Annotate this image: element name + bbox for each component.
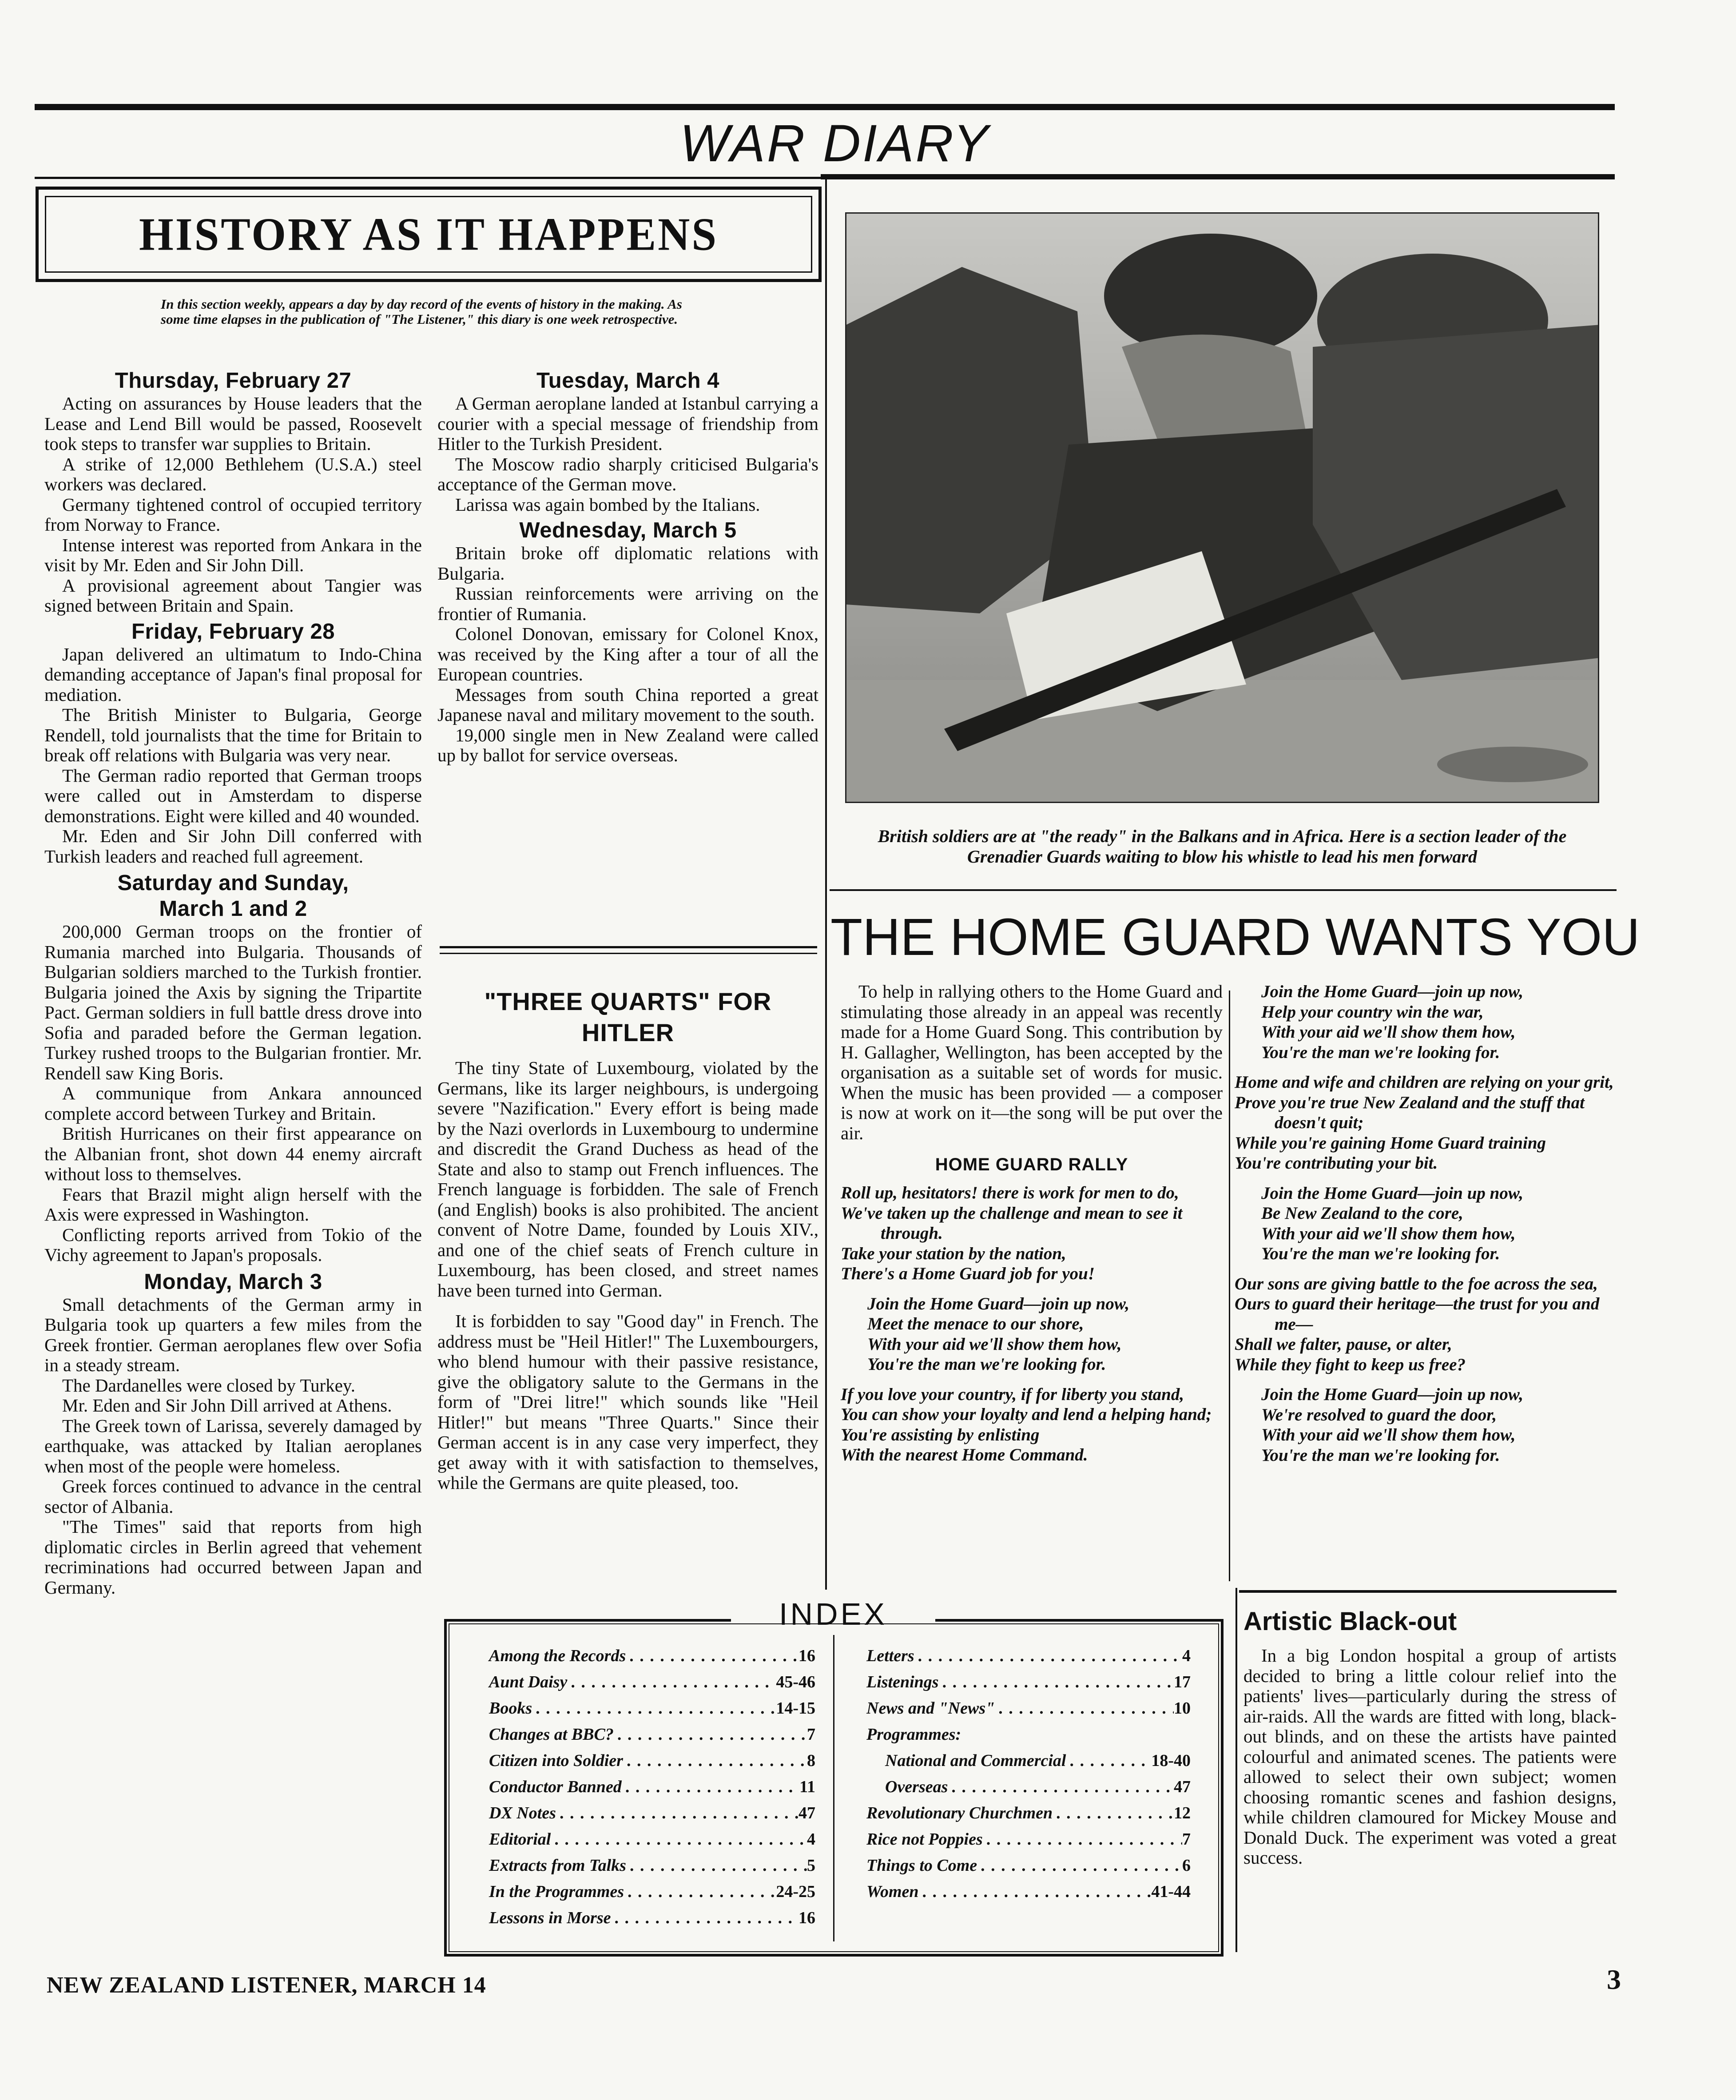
diary-entry: The German radio reported that German troops were called out in Amsterdam to disperse demonstrations. Eight were killed and 40 wounded. (44, 765, 422, 826)
diary-entry: The Greek town of Larissa, severely damaged by earthquake, was attacked by Italian aeroplanes when most of the people were homeless. (44, 1415, 422, 1476)
diary-entry: Small detachments of the German army in Bulgaria took up quarters a few miles from the Greek frontier. German aeroplanes flew over Sofia in a steady stream. (44, 1294, 422, 1375)
index-entry-page: 24-25 (776, 1882, 815, 1901)
index-entry-page: 5 (807, 1856, 815, 1875)
index-entry-label: Listenings (866, 1673, 939, 1691)
homeguard-intro: To help in rallying others to the Home Guard and stimulating those already in an appeal was recently made for a Home Guard Song. This contribution by H. Gallagher, Wellington, has been accepted by the organisation as a suitable set of words for music. When the music has been provided — a composer is now at work on it—the song will be put over the air. (841, 981, 1223, 1143)
index-leader-dots (995, 1695, 1174, 1722)
homeguard-right (1235, 982, 1617, 1465)
index-entry (866, 1826, 1191, 1853)
index-entry-page: 12 (1174, 1804, 1191, 1822)
verse-line: We've taken up the challenge and mean to see it through. (841, 1203, 1183, 1243)
index-box (444, 1597, 1224, 1957)
index-leader-dots (532, 1695, 776, 1722)
index-leader-dots (983, 1826, 1182, 1853)
chorus-line: Help your country win the war, (1261, 1002, 1484, 1022)
blackout-title: Artistic Black-out (1243, 1607, 1457, 1636)
index-leader-dots (551, 1826, 807, 1853)
verse-line: Our sons are giving battle to the foe across the sea, (1235, 1274, 1598, 1293)
index-leader-dots (556, 1800, 798, 1826)
index-entry-page: 47 (798, 1804, 815, 1822)
index-entry-page: 41-44 (1151, 1882, 1191, 1901)
diary-entry: Britain broke off diplomatic relations with Bulgaria. (437, 543, 818, 584)
index-leader-dots (919, 1879, 1152, 1905)
diary-entry: The Dardanelles were closed by Turkey. (62, 1375, 355, 1396)
index-entry (866, 1748, 1191, 1774)
verse-line: With the nearest Home Command. (841, 1445, 1088, 1464)
index-entry-page: 18-40 (1151, 1751, 1191, 1770)
index-entry-page: 4 (1182, 1647, 1191, 1665)
diary-entry: The Moscow radio sharply criticised Bulgaria's acceptance of the German move. (437, 453, 818, 494)
diary-entry: Greek forces continued to advance in the central sector of Albania. (44, 1476, 422, 1517)
diary-entry: A provisional agreement about Tangier was signed between Britain and Spain. (44, 575, 422, 616)
homeguard-title: THE HOME GUARD WANTS YOU (830, 908, 1640, 966)
index-leader-dots (626, 1643, 798, 1669)
index-entry-label: National and Commercial (885, 1751, 1066, 1770)
index-right-column (866, 1643, 1191, 1905)
section-rule (1239, 1590, 1617, 1593)
index-entry (489, 1722, 815, 1748)
index-leader-dots (977, 1853, 1182, 1879)
index-entry-page: 10 (1174, 1699, 1191, 1718)
diary-entry: The British Minister to Bulgaria, George Rendell, told journalists that the time for Britain to break off relations with Bulgaria was very near. (44, 704, 422, 765)
index-entry-label: Conductor Banned (489, 1778, 622, 1796)
quarts-paragraph: The tiny State of Luxembourg, violated by the Germans, like its larger neighbours, is undergoing severe "Nazification." Every effort is being made by the Nazi overlords in Luxembourg to undermine and discredit the Grand Duchess as head of the State and also to stamp out French influences. The French language is forbidden. The sale of French (and English) books is also prohibited. The ancient convent of Notre Dame, founded by Louis XIV., and one of the chief seats of French culture in Luxembourg, has been closed, and street names have been turned into German. (437, 1058, 818, 1301)
verse-line: Ours to guard their heritage—the trust for you and me— (1235, 1294, 1600, 1334)
header-rule-left (35, 177, 821, 179)
index-entry-label: Editorial (489, 1830, 551, 1849)
index-entry (489, 1800, 815, 1826)
index-entry (489, 1879, 815, 1905)
chorus-line: Join the Home Guard—join up now, (1261, 1385, 1524, 1404)
verse-line: While they fight to keep us free? (1235, 1355, 1466, 1374)
index-entry (866, 1643, 1191, 1669)
index-entry-page: 8 (807, 1751, 815, 1770)
blackout-text: In a big London hospital a group of artists decided to bring a little colour relief into the patients' lives—particularly during the stress of air-raids. All the wards are fitted with long, black-out blinds, and on these the artists have painted colourful and animated scenes. The patients were allowed to select their own subject; women choosing romantic scenes and fashion designs, while children clamoured for Mickey Mouse and Donald Duck. The experiment was voted a great success. (1243, 1645, 1617, 1868)
day-heading: Wednesday, March 5 (519, 518, 737, 542)
index-entry-label: Things to Come (866, 1856, 977, 1875)
quarts-paragraph: It is forbidden to say "Good day" in French. The address must be "Heil Hitler!" The Luxembourgers, who blend humour with their passive resistance, give the obligatory salute to the Germans in the form of "Drei litre!" which sounds like "Heil Hitler!" but means "Three Quarts." Since their German accent is in any case very imperfect, they get away with it with satisfaction to themselves, while the Germans are quite pleased, too. (437, 1311, 818, 1493)
verse-line: Prove you're true New Zealand and the stuff that doesn't quit; (1235, 1093, 1585, 1132)
chorus-line: Join the Home Guard—join up now, (867, 1294, 1130, 1313)
index-entry (489, 1774, 815, 1800)
index-entry (489, 1826, 815, 1853)
verse-line: There's a Home Guard job for you! (841, 1264, 1095, 1283)
index-entry-label: Citizen into Soldier (489, 1751, 623, 1770)
song-title: HOME GUARD RALLY (935, 1155, 1128, 1174)
diary-entry: Germany tightened control of occupied territory from Norway to France. (44, 494, 422, 535)
intro-note: In this section weekly, appears a day by day record of the events of history in the making. As some time elapses in the publication of "The Listener," this diary is one week retrospective. (161, 296, 682, 327)
verse-line: Shall we falter, pause, or alter, (1235, 1335, 1452, 1354)
diary-column-2 (437, 368, 818, 766)
homeguard-left (841, 982, 1223, 1465)
index-entry-label: Extracts from Talks (489, 1856, 626, 1875)
chorus-line: With your aid we'll show them how, (1261, 1224, 1516, 1243)
chorus-line: You're the man we're looking for. (1261, 1445, 1500, 1465)
index-leader-dots (611, 1905, 799, 1931)
verse-line: If you love your country, if for liberty you stand, (841, 1384, 1184, 1404)
index-entry (489, 1669, 815, 1695)
index-entry (866, 1774, 1191, 1800)
index-left-column (489, 1643, 815, 1931)
index-entry-label: Letters (866, 1647, 914, 1665)
day-heading: Monday, March 3 (144, 1269, 322, 1294)
diary-entry: Messages from south China reported a great Japanese naval and military movement to the south. (437, 684, 818, 725)
day-heading: Saturday and Sunday, March 1 and 2 (117, 871, 349, 921)
index-entry (866, 1695, 1191, 1722)
day-heading: Thursday, February 27 (115, 369, 352, 393)
chorus-line: Join the Home Guard—join up now, (1261, 982, 1524, 1001)
header-rule-right (821, 174, 1615, 179)
column-divider (1235, 1588, 1237, 1952)
index-entry-page: 45-46 (776, 1673, 815, 1691)
chorus-line: With your aid we'll show them how, (1261, 1022, 1516, 1042)
index-leader-dots (939, 1669, 1174, 1695)
verse-line: Roll up, hesitators! there is work for men to do, (841, 1183, 1179, 1202)
index-entry (489, 1695, 815, 1722)
diary-entry: Mr. Eden and Sir John Dill conferred with Turkish leaders and reached full agreement. (44, 826, 422, 867)
diary-entry: Intense interest was reported from Ankara in the visit by Mr. Eden and Sir John Dill. (44, 534, 422, 575)
index-entry-label: In the Programmes (489, 1882, 624, 1901)
index-leader-dots (626, 1853, 807, 1879)
index-entry-page: 47 (1174, 1778, 1191, 1796)
index-entry (489, 1748, 815, 1774)
verse-line: You can show your loyalty and lend a helping hand; (841, 1405, 1212, 1424)
index-entry-page: 7 (807, 1725, 815, 1744)
chorus-line: Meet the menace to our shore, (867, 1314, 1084, 1333)
index-entry-page: 7 (1182, 1830, 1191, 1849)
top-rule (35, 104, 1615, 110)
soldiers-photo-icon (846, 214, 1599, 803)
index-leader-dots (567, 1669, 776, 1695)
verse-line: Take your station by the nation, (841, 1244, 1066, 1263)
diary-column-1 (44, 368, 422, 1598)
diary-entry: Larissa was again bombed by the Italians. (455, 494, 760, 515)
index-entry-label: Among the Records (489, 1647, 626, 1665)
index-entry (866, 1669, 1191, 1695)
verse-line: While you're gaining Home Guard training (1235, 1133, 1546, 1153)
index-leader-dots (1066, 1748, 1151, 1774)
index-entry-page: 4 (807, 1830, 815, 1849)
blackout-article (1243, 1606, 1617, 1868)
index-title: INDEX (731, 1594, 935, 1634)
section-rule (830, 889, 1617, 891)
chorus-line: With your aid we'll show them how, (1261, 1425, 1516, 1444)
chorus-line: Be New Zealand to the core, (1261, 1204, 1463, 1223)
index-entry-label: Lessons in Morse (489, 1909, 611, 1927)
verse-line: You're contributing your bit. (1235, 1153, 1438, 1173)
quarts-article (437, 986, 818, 1493)
index-entry-page: 17 (1174, 1673, 1191, 1691)
index-entry-label: Overseas (885, 1778, 948, 1796)
verse-line: Home and wife and children are relying on your grit, (1235, 1073, 1614, 1092)
index-entry-label: Women (866, 1882, 919, 1901)
index-entry (866, 1800, 1191, 1826)
index-entry-page: 11 (799, 1778, 815, 1796)
day-heading: Tuesday, March 4 (536, 369, 719, 393)
chorus-line: You're the man we're looking for. (867, 1355, 1106, 1374)
page-number: 3 (1607, 1964, 1621, 1995)
index-entry-label: Changes at BBC? (489, 1725, 614, 1744)
chorus-line: You're the man we're looking for. (1261, 1042, 1500, 1062)
index-entry (866, 1879, 1191, 1905)
diary-entry: A German aeroplane landed at Istanbul carrying a courier with a special message of friendship from Hitler to the Turkish President. (437, 393, 818, 454)
index-leader-dots (1053, 1800, 1174, 1826)
index-entry (866, 1853, 1191, 1879)
index-leader-dots (622, 1774, 799, 1800)
column-divider (825, 179, 827, 1590)
index-entry (489, 1905, 815, 1931)
index-entry-label: DX Notes (489, 1804, 556, 1822)
section-title: WAR DIARY (679, 114, 990, 173)
index-entry-label: Rice not Poppies (866, 1830, 983, 1849)
quarts-title: "THREE QUARTS" FOR HITLER (484, 987, 772, 1046)
chorus-line: We're resolved to guard the door, (1261, 1405, 1497, 1424)
index-leader-dots (914, 1643, 1182, 1669)
diary-entry: Japan delivered an ultimatum to Indo-China demanding acceptance of Japan's final proposal for mediation. (44, 644, 422, 705)
feature-title: HISTORY AS IT HAPPENS (139, 208, 719, 260)
index-entry-page: 14-15 (776, 1699, 815, 1718)
diary-entry: British Hurricanes on their first appearance on the Albanian front, shot down 44 enemy aircraft without loss to themselves. (44, 1123, 422, 1184)
chorus-line: You're the man we're looking for. (1261, 1244, 1500, 1263)
section-rule (440, 946, 817, 948)
index-entry-label: Books (489, 1699, 532, 1718)
chorus-line: Join the Home Guard—join up now, (1261, 1183, 1524, 1203)
footer-publication: NEW ZEALAND LISTENER, MARCH 14 (47, 1973, 486, 1998)
photo (845, 212, 1599, 803)
verse-line: You're assisting by enlisting (841, 1425, 1040, 1444)
index-leader-dots (948, 1774, 1174, 1800)
diary-entry: Mr. Eden and Sir John Dill arrived at Athens. (62, 1395, 392, 1416)
index-leader-dots (623, 1748, 807, 1774)
chorus-line: With your aid we'll show them how, (867, 1334, 1122, 1354)
section-rule (440, 953, 817, 954)
diary-entry: A communique from Ankara announced complete accord between Turkey and Britain. (44, 1083, 422, 1124)
diary-entry: Colonel Donovan, emissary for Colonel Knox, was received by the King after a tour of all the European countries. (437, 624, 818, 684)
index-entry-page: 16 (798, 1647, 815, 1665)
feature-title-box (36, 187, 822, 282)
diary-entry: A strike of 12,000 Bethlehem (U.S.A.) steel workers was declared. (44, 453, 422, 494)
index-entry-page: 16 (798, 1909, 815, 1927)
diary-entry: Conflicting reports arrived from Tokio of the Vichy agreement to Japan's proposals. (44, 1224, 422, 1265)
index-entry (489, 1853, 815, 1879)
diary-entry: Fears that Brazil might align herself with the Axis were expressed in Washington. (44, 1184, 422, 1225)
index-entry (866, 1722, 1191, 1748)
index-entry-label: Programmes: (866, 1725, 961, 1744)
index-entry-label: News and "News" (866, 1699, 995, 1718)
diary-entry: Russian reinforcements were arriving on the frontier of Rumania. (437, 583, 818, 624)
photo-caption: British soldiers are at "the ready" in the Balkans and in Africa. Here is a section leader of the Grenadier Guards waiting to blow his whistle to lead his men forward (878, 826, 1567, 867)
diary-entry: Acting on assurances by House leaders that the Lease and Lend Bill would be passed, Roosevelt took steps to transfer war supplies to Britain. (44, 393, 422, 454)
index-entry-page: 6 (1182, 1856, 1191, 1875)
day-heading: Friday, February 28 (131, 619, 335, 644)
index-entry-label: Revolutionary Churchmen (866, 1804, 1053, 1822)
diary-entry: "The Times" said that reports from high diplomatic circles in Berlin agreed that vehement recriminations had occurred between Japan and Germany. (44, 1516, 422, 1598)
index-entry (489, 1643, 815, 1669)
index-leader-dots (614, 1722, 807, 1748)
index-entry-label: Aunt Daisy (489, 1673, 568, 1691)
index-leader-dots (624, 1879, 776, 1905)
diary-entry: 200,000 German troops on the frontier of Rumania marched into Bulgaria. Thousands of Bulgarian soldiers marched to the Turkish frontier. Bulgaria joined the Axis by signing the Tripartite Pact. German soldiers in full battle dress drove into Sofia and paraded before the German legation. Turkey rushed troops to the Bulgarian frontier. Mr. Rendell saw King Boris. (44, 921, 422, 1083)
diary-entry: 19,000 single men in New Zealand were called up by ballot for service overseas. (437, 724, 818, 765)
column-divider (1229, 990, 1230, 1581)
